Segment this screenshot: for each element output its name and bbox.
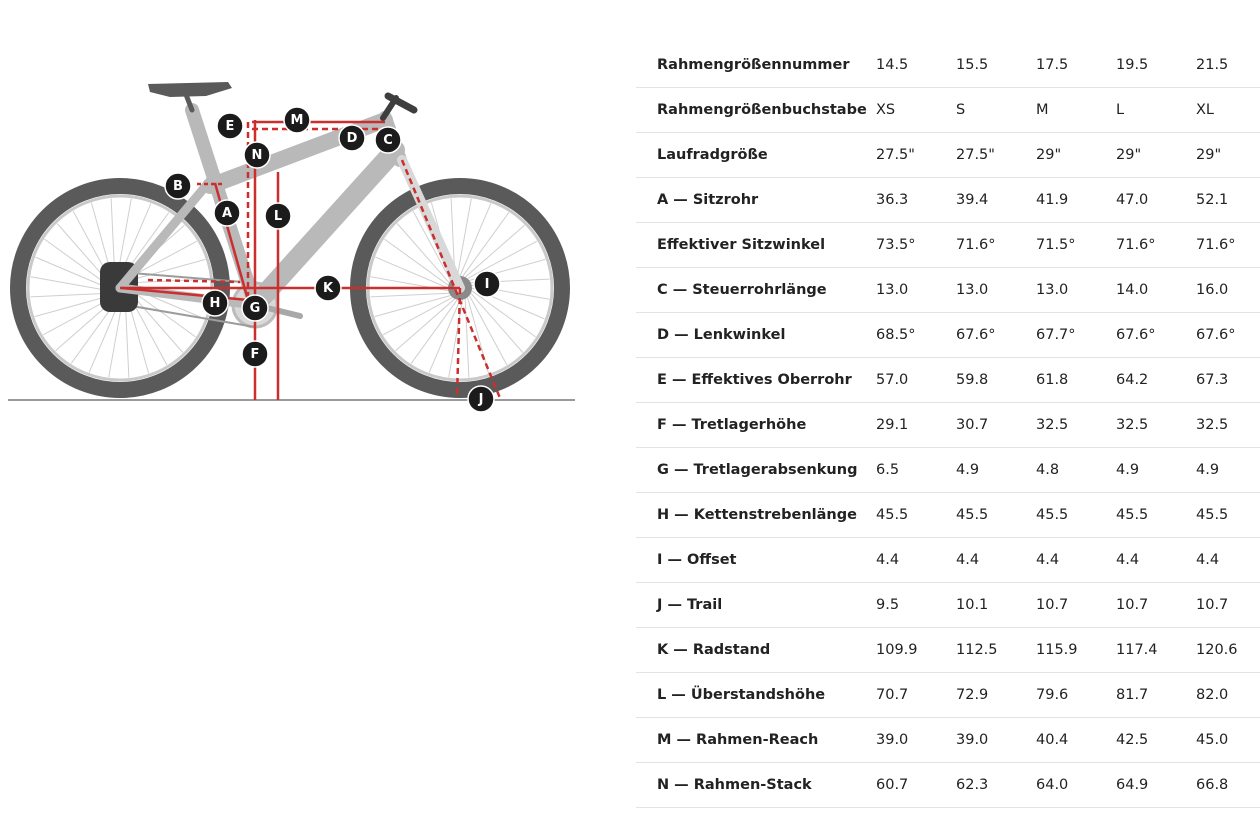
- row-label: Rahmengrößennummer: [636, 43, 876, 88]
- table-cell: 29": [1196, 133, 1260, 178]
- table-cell: 27.5": [876, 133, 956, 178]
- table-cell: 60.7: [876, 763, 956, 808]
- table-cell: 16.0: [1196, 268, 1260, 313]
- table-row: [636, 268, 1260, 313]
- row-label: C — Steuerrohrlänge: [636, 268, 876, 313]
- table-cell: 10.1: [956, 583, 1036, 628]
- table-row: [636, 763, 1260, 808]
- table-cell: 67.3: [1196, 358, 1260, 403]
- table-cell: 39.0: [956, 718, 1036, 763]
- row-label: Rahmengrößenbuchstabe: [636, 88, 876, 133]
- spoke: [460, 203, 491, 276]
- table-cell: 4.9: [1196, 448, 1260, 493]
- marker-i: [474, 271, 500, 297]
- table-cell: XS: [876, 88, 956, 133]
- marker-label: G: [249, 301, 261, 316]
- table-cell: S: [956, 88, 1036, 133]
- marker-label: K: [322, 281, 334, 296]
- table-cell: 15.5: [956, 43, 1036, 88]
- spoke: [383, 297, 452, 334]
- marker-n: [244, 142, 270, 168]
- row-label: A — Sitzrohr: [636, 178, 876, 223]
- table-cell: 40.4: [1036, 718, 1116, 763]
- table-cell: 14.0: [1116, 268, 1196, 313]
- table-cell: 36.3: [876, 178, 956, 223]
- table-cell: 27.5": [956, 133, 1036, 178]
- spoke: [375, 295, 451, 316]
- marker-f: [242, 341, 268, 367]
- table-row: [636, 43, 1260, 88]
- table-cell: 45.5: [876, 493, 956, 538]
- table-cell: 47.0: [1116, 178, 1196, 223]
- marker-label: M: [290, 113, 304, 128]
- table-cell: 13.0: [876, 268, 956, 313]
- marker-label: F: [250, 347, 260, 362]
- table-cell: 57.0: [876, 358, 956, 403]
- table-row: [636, 403, 1260, 448]
- table-cell: 61.8: [1036, 358, 1116, 403]
- table-cell: 17.5: [1036, 43, 1116, 88]
- row-label: H — Kettenstrebenlänge: [636, 493, 876, 538]
- table-row: [636, 133, 1260, 178]
- table-cell: 45.5: [1116, 493, 1196, 538]
- table-cell: 10.7: [1036, 583, 1116, 628]
- table-row: [636, 448, 1260, 493]
- marker-b: [165, 173, 191, 199]
- table-cell: 4.9: [956, 448, 1036, 493]
- spoke: [30, 293, 109, 297]
- table-cell: 120.6: [1196, 628, 1260, 673]
- bike-geometry-diagram: [0, 60, 590, 420]
- spoke: [465, 225, 524, 277]
- table-cell: XL: [1196, 88, 1260, 133]
- table-cell: 45.0: [1196, 718, 1260, 763]
- table-cell: 45.5: [1196, 493, 1260, 538]
- marker-label: B: [173, 179, 183, 194]
- table-row: [636, 493, 1260, 538]
- spoke: [467, 297, 488, 373]
- spoke: [131, 293, 183, 352]
- table-cell: 67.6°: [1116, 313, 1196, 358]
- table-cell: 13.0: [956, 268, 1036, 313]
- marker-m: [284, 107, 310, 133]
- row-label: D — Lenkwinkel: [636, 313, 876, 358]
- marker-label: A: [221, 206, 233, 221]
- table-cell: 32.5: [1116, 403, 1196, 448]
- table-cell: 21.5: [1196, 43, 1260, 88]
- spoke: [35, 295, 111, 316]
- table-cell: 9.5: [876, 583, 956, 628]
- row-label: L — Überstandshöhe: [636, 673, 876, 718]
- spoke: [396, 299, 455, 351]
- table-cell: L: [1116, 88, 1196, 133]
- table-cell: 29.1: [876, 403, 956, 448]
- table-cell: 73.5°: [876, 223, 956, 268]
- table-cell: 68.5°: [876, 313, 956, 358]
- row-label: Effektiver Sitzwinkel: [636, 223, 876, 268]
- table-cell: 64.0: [1036, 763, 1116, 808]
- spoke: [467, 241, 536, 278]
- spoke: [370, 293, 449, 297]
- geometry-table: [636, 43, 1260, 808]
- spoke: [465, 299, 469, 378]
- table-cell: 10.7: [1196, 583, 1260, 628]
- row-label: M — Rahmen-Reach: [636, 718, 876, 763]
- marker-h: [202, 290, 228, 316]
- table-row: [636, 628, 1260, 673]
- row-label: E — Effektives Oberrohr: [636, 358, 876, 403]
- row-label: J — Trail: [636, 583, 876, 628]
- row-label: Laufradgröße: [636, 133, 876, 178]
- marker-k: [315, 275, 341, 301]
- table-cell: 45.5: [956, 493, 1036, 538]
- marker-label: L: [273, 209, 283, 224]
- table-row: [636, 718, 1260, 763]
- row-label: G — Tretlagerabsenkung: [636, 448, 876, 493]
- table-cell: 82.0: [1196, 673, 1260, 718]
- table-cell: 14.5: [876, 43, 956, 88]
- table-cell: 79.6: [1036, 673, 1116, 718]
- table-cell: 19.5: [1116, 43, 1196, 88]
- table-cell: 32.5: [1036, 403, 1116, 448]
- table-cell: 4.4: [1116, 538, 1196, 583]
- table-cell: 112.5: [956, 628, 1036, 673]
- table-cell: 59.8: [956, 358, 1036, 403]
- table-cell: 4.8: [1036, 448, 1116, 493]
- table-cell: 29": [1036, 133, 1116, 178]
- table-cell: 71.6°: [1116, 223, 1196, 268]
- table-row: [636, 538, 1260, 583]
- marker-c: [375, 127, 401, 153]
- table-cell: 4.9: [1116, 448, 1196, 493]
- marker-l: [265, 203, 291, 229]
- table-row: [636, 178, 1260, 223]
- table-row: [636, 358, 1260, 403]
- row-label: K — Radstand: [636, 628, 876, 673]
- marker-label: D: [346, 131, 358, 146]
- table-cell: 109.9: [876, 628, 956, 673]
- table-row: [636, 313, 1260, 358]
- table-cell: 13.0: [1036, 268, 1116, 313]
- handlebar: [383, 96, 414, 118]
- table-cell: 117.4: [1116, 628, 1196, 673]
- table-cell: 71.6°: [1196, 223, 1260, 268]
- table-cell: 42.5: [1116, 718, 1196, 763]
- table-cell: 66.8: [1196, 763, 1260, 808]
- row-label: I — Offset: [636, 538, 876, 583]
- table-row: [636, 88, 1260, 133]
- table-cell: 115.9: [1036, 628, 1116, 673]
- table-cell: 39.0: [876, 718, 956, 763]
- table-cell: 67.6°: [1196, 313, 1260, 358]
- table-cell: 64.2: [1116, 358, 1196, 403]
- table-cell: 39.4: [956, 178, 1036, 223]
- table-cell: 71.5°: [1036, 223, 1116, 268]
- table-cell: 4.4: [876, 538, 956, 583]
- table-cell: M: [1036, 88, 1116, 133]
- table-cell: 70.7: [876, 673, 956, 718]
- table-cell: 45.5: [1036, 493, 1116, 538]
- table-cell: 62.3: [956, 763, 1036, 808]
- table-cell: 52.1: [1196, 178, 1260, 223]
- table-cell: 10.7: [1116, 583, 1196, 628]
- table-row: [636, 583, 1260, 628]
- table-row: [636, 223, 1260, 268]
- marker-label: H: [209, 296, 221, 311]
- table-cell: 4.4: [956, 538, 1036, 583]
- row-label: F — Tretlagerhöhe: [636, 403, 876, 448]
- table-cell: 32.5: [1196, 403, 1260, 448]
- marker-g: [242, 295, 268, 321]
- table-cell: 4.4: [1196, 538, 1260, 583]
- table-cell: 71.6°: [956, 223, 1036, 268]
- table-cell: 30.7: [956, 403, 1036, 448]
- table-cell: 6.5: [876, 448, 956, 493]
- marker-j: [468, 386, 494, 412]
- spoke: [429, 300, 460, 373]
- table-cell: 41.9: [1036, 178, 1116, 223]
- spoke: [469, 295, 506, 364]
- marker-label: I: [484, 277, 490, 292]
- table-row: [636, 673, 1260, 718]
- marker-label: J: [478, 392, 484, 407]
- table-cell: 67.6°: [956, 313, 1036, 358]
- table-cell: 29": [1116, 133, 1196, 178]
- marker-label: E: [225, 119, 235, 134]
- spoke: [375, 257, 448, 288]
- table-cell: 81.7: [1116, 673, 1196, 718]
- marker-e: [217, 113, 243, 139]
- marker-a: [214, 200, 240, 226]
- table-cell: 4.4: [1036, 538, 1116, 583]
- spoke: [471, 293, 523, 352]
- marker-label: C: [383, 133, 393, 148]
- saddle: [148, 82, 232, 97]
- table-cell: 72.9: [956, 673, 1036, 718]
- marker-label: N: [251, 148, 263, 163]
- row-label: N — Rahmen-Stack: [636, 763, 876, 808]
- marker-d: [339, 125, 365, 151]
- table-cell: 64.9: [1116, 763, 1196, 808]
- table-cell: 67.7°: [1036, 313, 1116, 358]
- spoke: [35, 257, 108, 288]
